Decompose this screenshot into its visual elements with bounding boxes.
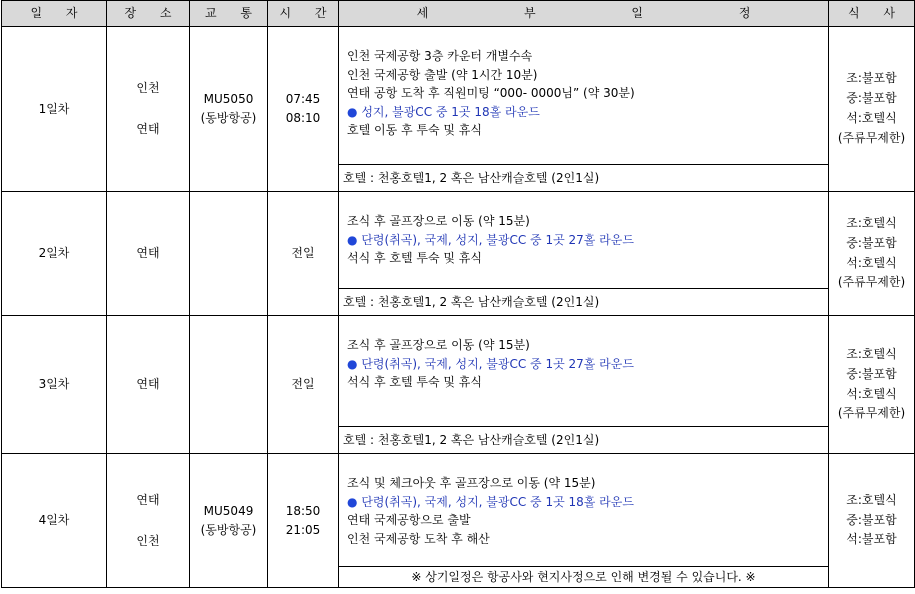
meal-item: (주류무제한) [837,275,906,290]
meal-item: 조:호텔식 [846,215,897,230]
place-cell [107,316,190,454]
place-cell [107,192,190,316]
round-line [347,493,828,512]
bullet-icon: ● [347,232,358,247]
bullet-icon: ● [347,494,358,509]
header-transport: 교 통 [190,1,268,27]
schedule-line: 조식 후 골프장으로 이동 (약 15분) [347,338,530,352]
header-row [2,1,915,27]
bullet-icon: ● [347,356,358,371]
detail-cell [339,316,829,427]
round-text: 단령(취곡), 국제, 성지, 불광CC 중 1곳 27홀 라운드 [361,232,634,247]
day-row [2,27,915,165]
schedule-line: 석식 후 호텔 투숙 및 휴식 [347,251,482,266]
time-value: 전일 [291,246,315,261]
airline-name: (동방항공) [200,111,257,125]
place-name: 인천 [136,533,160,548]
day-label: 4일차 [2,454,107,588]
meal-cell [829,192,915,316]
time-value: 08:10 [285,111,321,125]
place-name: 연태 [136,122,160,136]
time-cell [268,27,339,192]
airline-name: (동방항공) [200,522,257,537]
meal-item: 석:불포함 [846,532,897,547]
round-text: 성지, 불광CC 중 1곳 18홀 라운드 [361,104,540,119]
day-row [2,192,915,289]
schedule-line: 조식 후 골프장으로 이동 (약 15분) [347,214,530,228]
meal-item: 중:불포함 [846,366,897,381]
schedule-line: 인천 국제공항 3층 카운터 개별수속 [347,49,533,63]
transport-cell [190,27,268,192]
time-value: 07:45 [285,92,321,107]
meal-item: 조:불포함 [846,71,897,86]
meal-cell [829,27,915,192]
meal-item: 석:호텔식 [846,111,897,125]
place-cell [107,454,190,588]
place-name: 인천 [136,81,160,96]
header-detail: 세 부 일 정 [339,1,829,27]
round-text: 단령(취곡), 국제, 성지, 불광CC 중 1곳 18홀 라운드 [361,494,634,509]
time-value: 전일 [291,377,315,392]
meal-item: 중:불포함 [846,512,897,527]
meal-item: 중:불포함 [846,91,897,106]
flight-number: MU5049 [203,503,254,518]
meal-item: 석:호텔식 [846,255,897,270]
place-name: 연태 [136,492,160,507]
itinerary-table [1,0,915,588]
flight-number: MU5050 [203,92,254,107]
schedule-line: 석식 후 호텔 투숙 및 휴식 [347,375,482,390]
meal-cell [829,454,915,588]
meal-cell [829,316,915,454]
detail-cell [339,192,829,289]
day-label: 1일차 [2,27,107,192]
meal-item: (주류무제한) [837,406,906,421]
time-cell [268,192,339,316]
meal-item: (주류무제한) [837,130,906,145]
day-label: 3일차 [2,316,107,454]
header-day: 일 자 [2,1,107,27]
place-spacer [107,98,189,120]
day-label: 2일차 [2,192,107,316]
place-cell [107,27,190,192]
place-name: 연태 [136,377,160,392]
schedule-line: 연태 공항 도착 후 직원미팅 “000- 0000님” (약 30분) [347,86,635,101]
itinerary-body [2,27,915,588]
bullet-icon: ● [347,104,358,119]
round-text: 단령(취곡), 국제, 성지, 불광CC 중 1곳 27홀 라운드 [361,356,634,371]
place-spacer [107,510,189,532]
header-place: 장 소 [107,1,190,27]
time-cell [268,316,339,454]
schedule-line: 조식 및 체크아웃 후 골프장으로 이동 (약 15분) [347,476,596,490]
meal-item: 조:호텔식 [846,492,897,507]
time-cell [268,454,339,588]
hotel-info: 호텔 : 천홍호텔1, 2 혹은 남산캐슬호텔 (2인1실) [339,289,829,316]
day-row [2,454,915,567]
meal-item: 중:불포함 [846,235,897,250]
round-line [347,231,828,250]
schedule-line: 인천 국제공항 출발 (약 1시간 10분) [347,67,538,82]
hotel-info: 호텔 : 천홍호텔1, 2 혹은 남산캐슬호텔 (2인1실) [339,165,829,192]
round-line [347,103,828,122]
schedule-line: 호텔 이동 후 투숙 및 휴식 [347,123,482,138]
transport-cell [190,454,268,588]
schedule-line: 인천 국제공항 도착 후 해산 [347,531,490,546]
transport-cell [190,192,268,316]
transport-cell [190,316,268,454]
header-time: 시 간 [268,1,339,27]
hotel-info: 호텔 : 천홍호텔1, 2 혹은 남산캐슬호텔 (2인1실) [339,427,829,454]
round-line [347,355,828,374]
schedule-notice: ※ 상기일정은 항공사와 현지사정으로 인해 변경될 수 있습니다. ※ [339,567,829,588]
header-meal: 식 사 [829,1,915,27]
schedule-line: 연태 국제공항으로 출발 [347,513,471,528]
detail-cell [339,454,829,567]
time-value: 21:05 [285,522,321,537]
place-name: 연태 [136,246,160,261]
meal-item: 석:호텔식 [846,386,897,401]
time-value: 18:50 [285,503,321,518]
day-row [2,316,915,427]
detail-cell [339,27,829,165]
meal-item: 조:호텔식 [846,346,897,361]
